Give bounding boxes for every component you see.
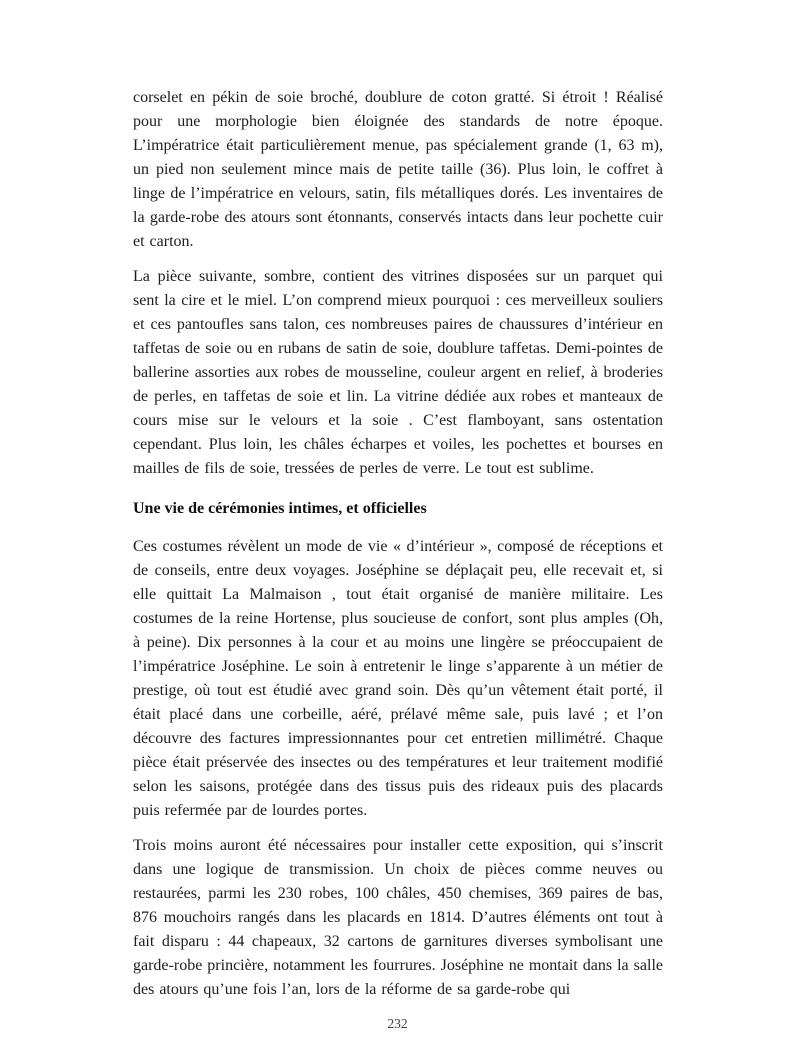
paragraph-exposition: Trois moins auront été nécessaires pour installer cette exposition, qui s’inscrit dans une logique de transmission. Un choix de pièces comme neuves ou restaurées, parmi les 230 robes, 100 châles, 450 chemises, 369 paires de bas, 876 mouchoirs rangés dans les placards en 1814. D’autres éléments ont tout à fait disparu : 44 chapeaux, 32 cartons de garnitures diverses symbolisant une garde-robe princière, notamment les fourrures. Joséphine ne montait dans la salle des atours qu’une fois l’an, lors de la réforme de sa garde-robe qui: [133, 837, 663, 998]
section-heading: Une vie de cérémonies intimes, et officielles: [133, 500, 427, 517]
paragraph-piece-suivante: La pièce suivante, sombre, contient des vitrines disposées sur un parquet qui sent la cire et le miel. L’on comprend mieux pourquoi : ces merveilleux souliers et ces pantoufles sans talon, ces nombreuses paires de chaussures d’intérieur en taffetas de soie ou en rubans de satin de soie, doublure taffetas. Demi-pointes de ballerine assorties aux robes de mousseline, couleur argent en relief, à broderies de perles, en taffetas de soie et lin. La vitrine dédiée aux robes et manteaux de cours mise sur le velours et la soie . C’est flamboyant, sans ostentation cependant. Plus loin, les châles écharpes et voiles, les pochettes et bourses en mailles de fils de soie, tressées de perles de verre. Le tout est sublime.: [133, 268, 663, 477]
page-number: 232: [387, 1016, 408, 1031]
paragraph-costumes: Ces costumes révèlent un mode de vie « d’intérieur », composé de réceptions et de conseils, entre deux voyages. Joséphine se déplaçait peu, elle recevait et, si elle quittait La Malmaison , tout était organisé de manière militaire. Les costumes de la reine Hortense, plus soucieuse de confort, sont plus amples (Oh, à peine). Dix personnes à la cour et au moins une lingère se préoccupaient de l’impératrice Joséphine. Le soin à entretenir le linge s’apparente à un métier de prestige, où tout est étudié avec grand soin. Dès qu’un vêtement était porté, il était placé dans une corbeille, aéré, prélavé même sale, puis lavé ; et l’on découvre des factures impressionnantes pour cet entretien millimétré. Chaque pièce était préservée des insectes ou des températures et leur traitement modifié selon les saisons, protégée dans des tissus puis des rideaux puis des placards puis refermée par de lourdes portes.: [133, 538, 663, 819]
paragraph-corselet: corselet en pékin de soie broché, doublure de coton gratté. Si étroit ! Réalisé pour une morphologie bien éloignée des standards de notre époque. L’impératrice était particulièrement menue, pas spécialement grande (1, 63 m), un pied non seulement mince mais de petite taille (36). Plus loin, le coffret à linge de l’impératrice en velours, satin, fils métalliques dorés. Les inventaires de la garde-robe des atours sont étonnants, conservés intacts dans leur pochette cuir et carton.: [133, 89, 663, 250]
page-content: [133, 86, 663, 1013]
